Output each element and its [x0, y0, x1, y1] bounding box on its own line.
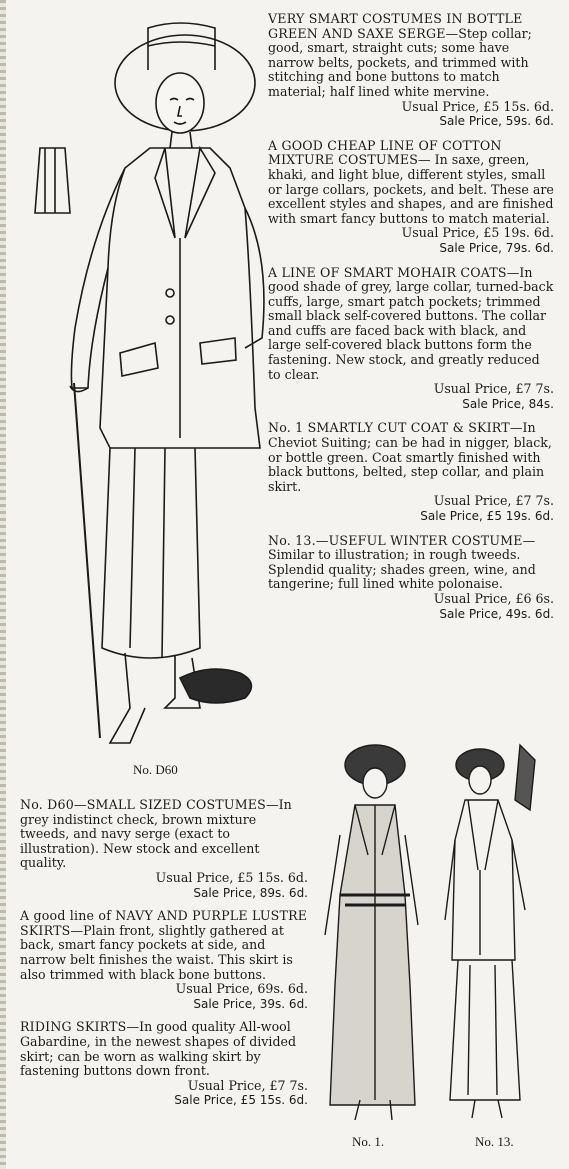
sale-price: Sale Price, 79s. 6d. [439, 240, 554, 255]
item-body: —In good quality All-wool Gabardine, in the newest shapes of divided skirt; can be worn as walking skirt by fastening buttons down front. [20, 1019, 297, 1079]
caption-no13: No. 13. [475, 1134, 514, 1149]
usual-price: Usual Price, £5 15s. 6d. [155, 869, 308, 885]
sale-price: Sale Price, £5 19s. 6d. [420, 509, 554, 523]
sale-price: Sale Price, 49s. 6d. [439, 606, 554, 621]
sale-price: Sale Price, 59s. 6d. [439, 114, 554, 129]
sale-price: Sale Price, 84s. [462, 396, 554, 411]
costume-no1-illustration [320, 735, 420, 1125]
item-heading: RIDING SKIRTS [20, 1019, 127, 1035]
usual-price: Usual Price, 69s. 6d. [175, 981, 308, 997]
usual-price: Usual Price, £6 6s. [433, 590, 554, 606]
item-body: —In good shade of grey, large collar, turned-back cuffs, large, smart patch pockets; trimmed small black self-covered buttons. The collar and cuffs are faced back with black, and large self-covered black buttons form the fastening. New stock, and greatly reduced to clear. [268, 264, 554, 382]
scanned-page-edge [0, 0, 6, 1169]
left-advert-column [20, 798, 308, 1108]
item-heading: A GOOD CHEAP LINE OF COTTON MIXTURE COSTUMES [268, 137, 502, 168]
item-heading: A LINE OF SMART MOHAIR COATS [268, 264, 507, 280]
right-advert-column [268, 12, 554, 621]
costume-d60-illustration [30, 8, 290, 763]
advert-item [268, 266, 554, 412]
usual-price: Usual Price, £7 7s. [433, 381, 554, 397]
advert-item [268, 534, 554, 622]
usual-price: Usual Price, £7 7s. [433, 493, 554, 509]
sale-price: Sale Price, £5 15s. 6d. [174, 1093, 308, 1108]
item-heading: No. 13.—USEFUL WINTER COSTUME [268, 532, 523, 548]
caption-d60: No. D60 [133, 762, 178, 777]
item-heading: A good line of NAVY AND PURPLE LUSTRE SKIRTS [20, 908, 308, 938]
advert-item [268, 139, 554, 256]
item-body: —Similar to illustration; in rough tweeds. Splendid quality; shades green, wine, and tangerine; full lined white polonaise. [268, 532, 536, 592]
sale-price: Sale Price, 39s. 6d. [193, 996, 308, 1011]
usual-price: Usual Price, £5 15s. 6d. [401, 98, 554, 114]
item-body: —Plain front, slightly gathered at back, smart fancy pockets at side, and narrow belt finishes the waist. This skirt is also trimmed with black bone buttons. [20, 922, 293, 982]
item-heading: VERY SMART COSTUMES IN BOTTLE GREEN AND SAXE SERGE [268, 11, 523, 41]
costume-no13-illustration [440, 740, 550, 1125]
usual-price: Usual Price, £7 7s. [187, 1077, 308, 1093]
advert-item [268, 12, 554, 129]
item-body: — In saxe, green, khaki, and light blue, different styles, small or large collars, pockets, and belt. These are excellent styles and shapes, and are finished with smart fancy buttons to match material. [268, 152, 554, 226]
advert-item [20, 909, 308, 1011]
item-body: —In Cheviot Suiting; can be had in nigger, black, or bottle green. Coat smartly finished with black buttons, belted, step collar, and plain skirt. [268, 420, 552, 494]
item-heading: No. 1 SMARTLY CUT COAT & SKIRT [268, 420, 510, 436]
advert-item [268, 421, 554, 523]
advert-item [20, 798, 308, 900]
item-heading: No. D60—SMALL SIZED COSTUMES [20, 797, 267, 812]
item-body: —Step collar; good, smart, straight cuts; some have narrow belts, pockets, and trimmed with stitching and bone buttons to match material; half lined white mervine. [268, 25, 532, 99]
advert-item [20, 1020, 308, 1108]
sale-price: Sale Price, 89s. 6d. [193, 885, 308, 900]
item-body: —In grey indistinct check, brown mixture tweeds, and navy serge (exact to illustration). New stock and excellent quality. [20, 797, 292, 871]
caption-no1: No. 1. [352, 1134, 385, 1149]
usual-price: Usual Price, £5 19s. 6d. [401, 225, 554, 241]
